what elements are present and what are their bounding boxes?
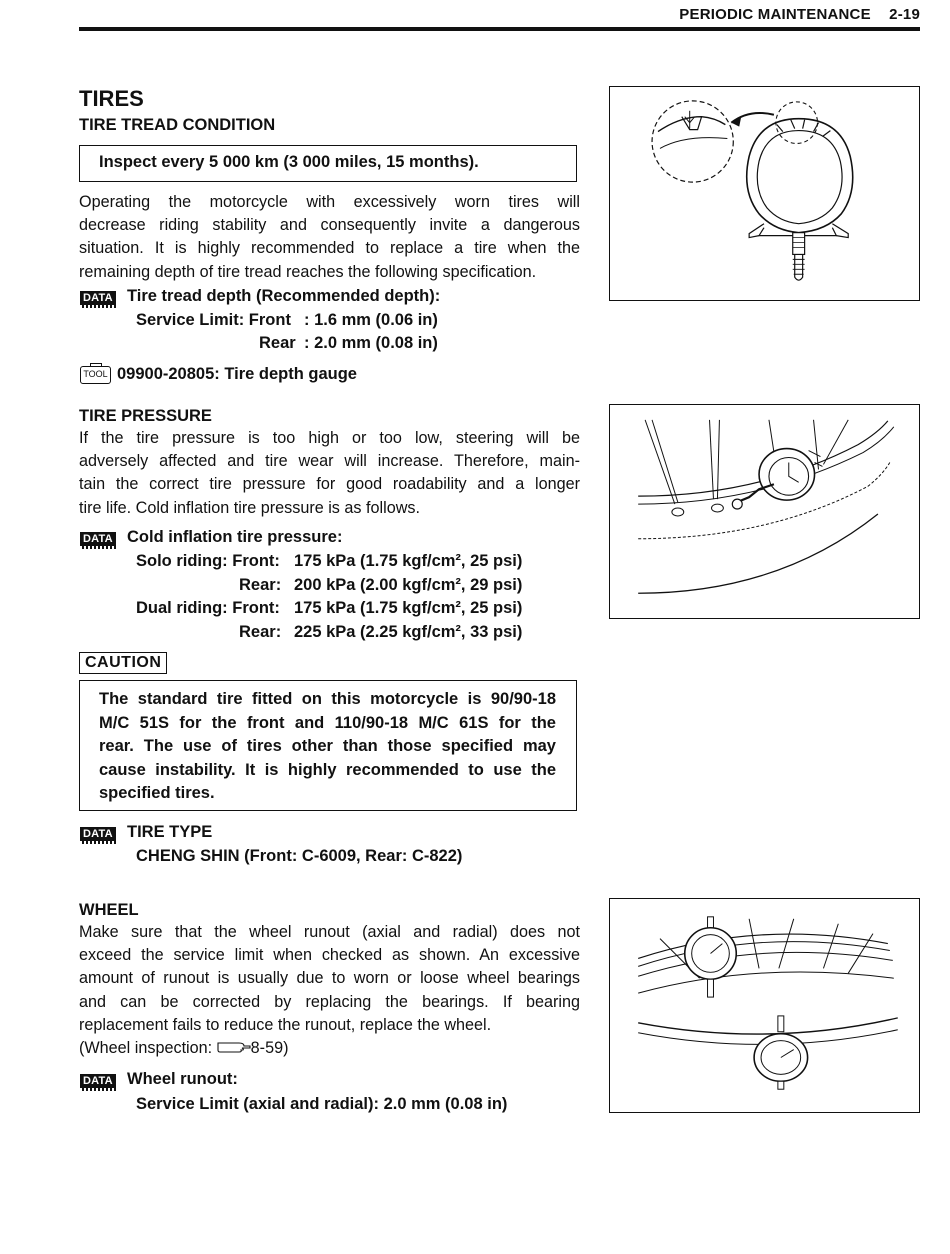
pressure-body <box>79 427 580 520</box>
pressure-line: tire life. Cold inflation tire pressure is as follows. <box>79 498 420 517</box>
solo-rear: 200 kPa (2.00 kgf/cm², 29 psi) <box>294 576 523 594</box>
wheel-line: replacement fails to reduce the runout, replace the wheel. <box>79 1015 492 1034</box>
tread-service-limit <box>136 311 291 330</box>
wheel-line: and can be corrected by replacing the bearings. If bearing <box>79 992 580 1011</box>
tread-body <box>79 191 580 284</box>
wheel-body <box>79 921 580 1060</box>
dual-label: Dual riding: Front: <box>136 599 280 617</box>
wheel-spec-value: Service Limit (axial and radial): 2.0 mm (0.08 in) <box>136 1095 508 1113</box>
pressure-line: If the tire pressure is too high or too low, steering will be <box>79 429 580 447</box>
tread-spec-title: Tire tread depth (Recommended depth): <box>127 287 441 305</box>
caution-line: M/C 51S for the front and 110/90-18 M/C 61S for the <box>99 713 556 732</box>
wheel-line: exceed the service limit when checked as shown. An excessive <box>79 946 580 965</box>
page-number: 2-19 <box>889 6 920 23</box>
caution-line: rear. The use of tires other than those specified may <box>99 737 556 755</box>
tire-type-title: TIRE TYPE <box>127 823 213 841</box>
dual-front: 175 kPa (1.75 kgf/cm², 25 psi) <box>294 599 523 617</box>
wheel-ref-prefix: (Wheel inspection: <box>79 1039 217 1058</box>
wheel-ref <box>79 1037 580 1060</box>
inspect-box <box>79 145 577 182</box>
pointing-hand-icon <box>217 1040 251 1054</box>
wheel-runout-figure <box>609 898 920 1113</box>
wheel-spec-title: Wheel runout: <box>127 1070 238 1088</box>
solo-front: 175 kPa (1.75 kgf/cm², 25 psi) <box>294 552 523 570</box>
caution-box <box>79 680 577 811</box>
tread-line: remaining depth of tire tread reaches the following specification. <box>79 262 537 281</box>
tire-tread-figure <box>609 86 920 301</box>
wheel-line: Make sure that the wheel runout (axial and radial) does not <box>79 923 580 941</box>
tire-type-value: CHENG SHIN (Front: C-6009, Rear: C-822) <box>136 847 463 865</box>
dual-rear-label: Rear: <box>239 623 282 641</box>
tire-tread-illustration <box>610 87 919 300</box>
data-icon: DATA <box>80 1071 116 1091</box>
tread-title: TIRE TREAD CONDITION <box>79 116 276 134</box>
pressure-line: tain the correct tire pressure for good roadability and a longer <box>79 475 580 494</box>
wheel-line: amount of runout is usually due to worn or loose wheel bearings <box>79 969 580 988</box>
solo-rear-label: Rear: <box>239 576 282 594</box>
page-header <box>665 6 920 23</box>
solo-label: Solo riding: Front: <box>136 552 280 570</box>
wheel-ref-page[interactable]: 8-59) <box>250 1039 289 1058</box>
tread-line: situation. It is highly recommended to replace a tire when the <box>79 239 580 258</box>
tool-icon: TOOL <box>80 366 111 384</box>
caution-line: The standard tire fitted on this motorcycle is 90/90-18 <box>99 690 556 708</box>
service-limit-label: Service Limit: Front <box>136 311 291 329</box>
pressure-gauge-illustration <box>610 405 919 618</box>
front-value: : 1.6 mm (0.06 in) <box>304 311 438 329</box>
header-rule <box>79 27 920 31</box>
pressure-line: adversely affected and tire wear will increase. Therefore, main- <box>79 452 580 471</box>
wheel-title: WHEEL <box>79 901 139 919</box>
tires-title: TIRES <box>79 86 144 111</box>
data-icon: DATA <box>80 288 116 308</box>
caution-label: CAUTION <box>79 652 167 674</box>
pressure-spec-title: Cold inflation tire pressure: <box>127 528 343 546</box>
tire-pressure-figure <box>609 404 920 619</box>
caution-line: cause instability. It is highly recommended to use the <box>99 760 556 779</box>
rear-label: Rear <box>259 334 296 352</box>
inspect-text: Inspect every 5 000 km (3 000 miles, 15 months). <box>99 153 479 171</box>
tread-line: decrease riding stability and consequently invite a dangerous <box>79 216 580 235</box>
section-title: PERIODIC MAINTENANCE <box>679 6 871 23</box>
pressure-title: TIRE PRESSURE <box>79 407 212 425</box>
tool-text: 09900-20805: Tire depth gauge <box>117 365 357 383</box>
caution-line: specified tires. <box>99 784 215 802</box>
tread-line: Operating the motorcycle with excessively worn tires will <box>79 193 580 211</box>
data-icon: DATA <box>80 529 116 549</box>
dual-rear: 225 kPa (2.25 kgf/cm², 33 psi) <box>294 623 523 641</box>
rear-value: : 2.0 mm (0.08 in) <box>304 334 438 352</box>
data-icon: DATA <box>80 824 116 844</box>
dial-gauge-illustration <box>610 899 919 1112</box>
